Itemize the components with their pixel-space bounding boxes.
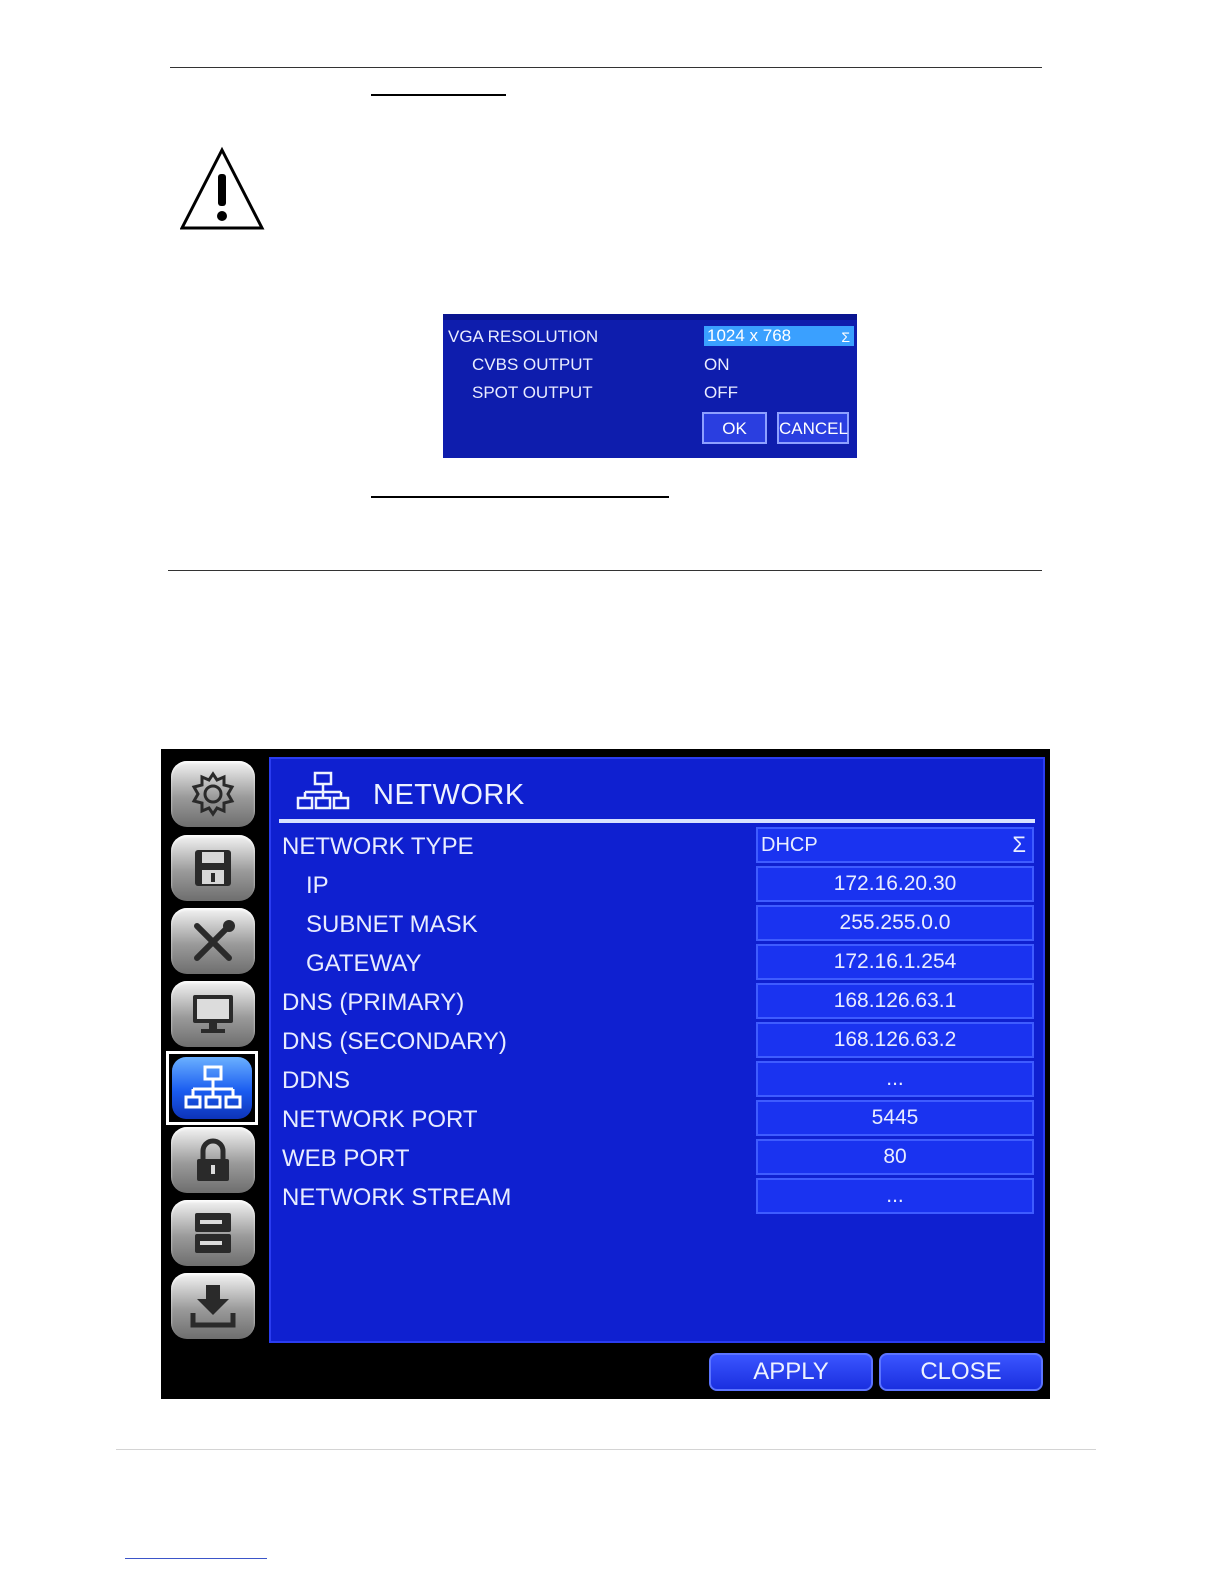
web-port-field[interactable]: 80: [756, 1139, 1034, 1175]
network-stream-button[interactable]: ...: [756, 1178, 1034, 1214]
storage-icon: [189, 1210, 237, 1256]
tools-icon: [189, 918, 237, 964]
network-stream-label: NETWORK STREAM: [282, 1184, 512, 1211]
footer-link-underline[interactable]: [125, 1558, 267, 1559]
dialog-top-strip: [443, 314, 857, 320]
gateway-label: GATEWAY: [306, 950, 422, 977]
sidebar-item-display[interactable]: [171, 981, 255, 1047]
spot-output-label: SPOT OUTPUT: [472, 383, 593, 402]
caption-underline: [371, 496, 669, 498]
network-settings-screen: [161, 749, 1050, 1399]
ip-field[interactable]: 172.16.20.30: [756, 866, 1034, 902]
gear-icon: [189, 771, 237, 817]
cvbs-output-label: CVBS OUTPUT: [472, 355, 593, 374]
sidebar-item-system[interactable]: [171, 761, 255, 827]
network-title-icon: [296, 771, 350, 811]
heading-underline: [371, 94, 506, 96]
sidebar-item-disk[interactable]: [171, 1200, 255, 1266]
sidebar-item-storage[interactable]: [171, 835, 255, 901]
lock-icon: [189, 1137, 237, 1183]
dns-primary-label: DNS (PRIMARY): [282, 989, 465, 1016]
apply-button[interactable]: APPLY: [709, 1353, 873, 1391]
top-rule: [170, 67, 1042, 68]
subnet-mask-field[interactable]: 255.255.0.0: [756, 905, 1034, 941]
download-icon: [189, 1283, 237, 1329]
network-port-field[interactable]: 5445: [756, 1100, 1034, 1136]
ok-button[interactable]: OK: [702, 412, 767, 444]
vga-resolution-select[interactable]: [704, 326, 854, 346]
dropdown-icon: Σ: [1012, 832, 1026, 857]
close-button[interactable]: CLOSE: [879, 1353, 1043, 1391]
floppy-disk-icon: [189, 845, 237, 891]
dns-primary-field[interactable]: 168.126.63.1: [756, 983, 1034, 1019]
sidebar-item-tools[interactable]: [171, 908, 255, 974]
network-type-select[interactable]: [756, 827, 1034, 863]
ddns-button[interactable]: ...: [756, 1061, 1034, 1097]
title-divider: [279, 819, 1035, 823]
monitor-icon: [189, 991, 237, 1037]
cvbs-output-value[interactable]: ON: [704, 355, 730, 374]
subnet-mask-label: SUBNET MASK: [306, 911, 478, 938]
page-title: NETWORK: [373, 779, 525, 811]
network-panel: [269, 757, 1045, 1343]
vga-resolution-dialog: [443, 314, 857, 458]
network-port-label: NETWORK PORT: [282, 1106, 478, 1133]
warning-icon: [180, 146, 266, 232]
sidebar-item-security[interactable]: [171, 1127, 255, 1193]
spot-output-value[interactable]: OFF: [704, 383, 738, 402]
ddns-label: DDNS: [282, 1067, 351, 1094]
vga-resolution-label: VGA RESOLUTION: [448, 327, 599, 346]
gateway-field[interactable]: 172.16.1.254: [756, 944, 1034, 980]
network-type-value: DHCP: [761, 834, 818, 856]
dns-secondary-label: DNS (SECONDARY): [282, 1028, 507, 1055]
vga-resolution-value: 1024 x 768: [707, 326, 792, 345]
dns-secondary-field[interactable]: 168.126.63.2: [756, 1022, 1034, 1058]
web-port-label: WEB PORT: [282, 1145, 410, 1172]
footer-rule: [116, 1449, 1096, 1450]
cancel-button[interactable]: CANCEL: [777, 412, 849, 444]
dropdown-icon: Σ: [841, 329, 850, 345]
ip-label: IP: [306, 872, 329, 899]
sidebar-item-update[interactable]: [171, 1273, 255, 1339]
network-type-label: NETWORK TYPE: [282, 833, 474, 860]
section-rule: [168, 570, 1042, 571]
network-icon: [183, 1061, 243, 1117]
sidebar-item-network[interactable]: [166, 1051, 258, 1125]
